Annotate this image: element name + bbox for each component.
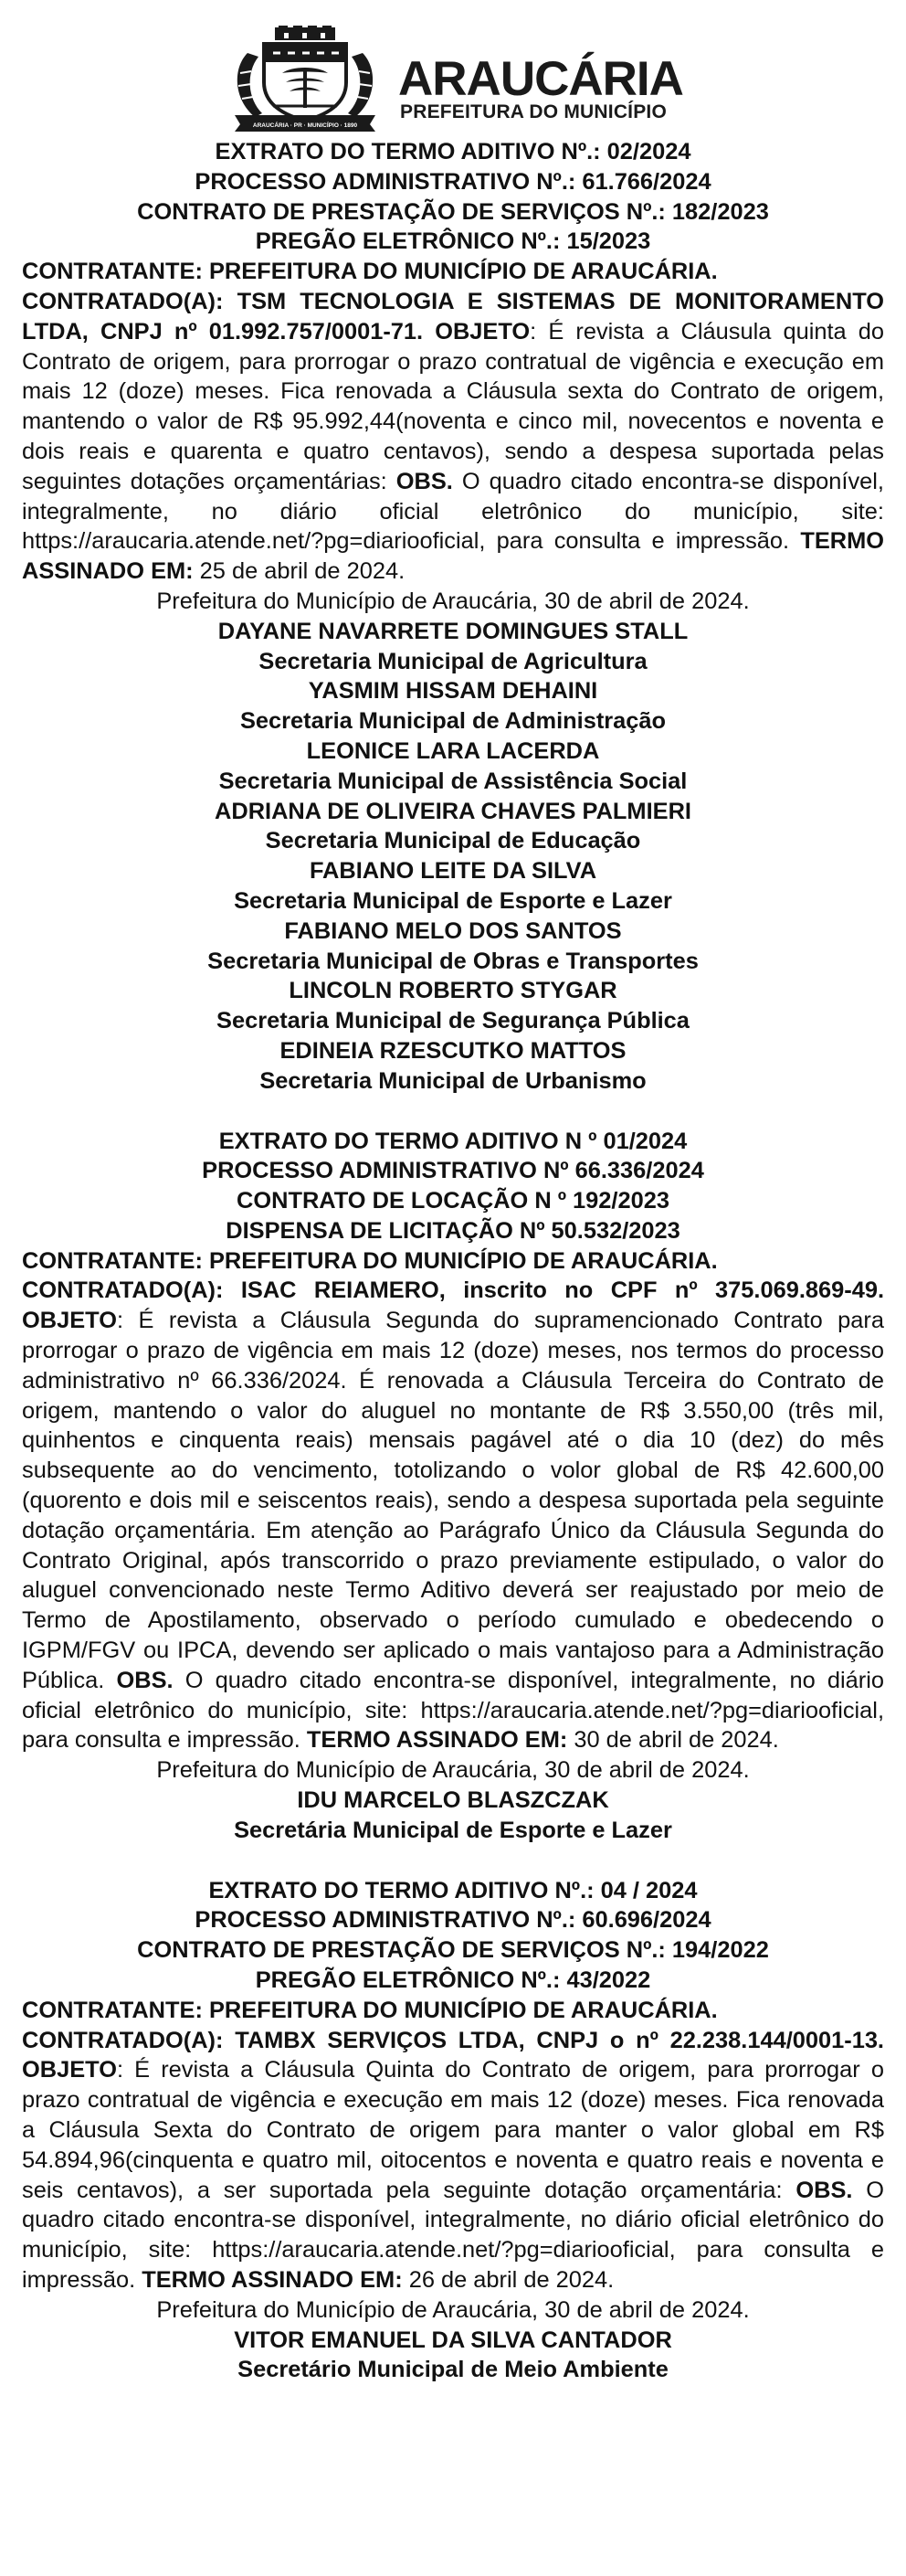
obs-label: OBS. <box>795 2177 853 2203</box>
signed-label: TERMO ASSINADO EM: <box>306 1727 568 1754</box>
obs-label: OBS. <box>395 468 453 494</box>
contract-number: CONTRATO DE PRESTAÇÃO DE SERVIÇOS Nº.: 194/2022 <box>137 1937 769 1964</box>
section-gap <box>22 1097 884 1127</box>
signatory-role: Secretaria Municipal de Segurança Pública <box>216 1008 690 1034</box>
signatory-name: FABIANO MELO DOS SANTOS <box>284 917 622 944</box>
obs-text: O quadro citado encontra-se disponível, integralmente, no diário oficial eletrônico do município, site: https://araucaria.atende.net/?pg=diariooficial, para consulta e impressão. <box>22 1667 884 1754</box>
signatory-name: IDU MARCELO BLASZCZAK <box>297 1787 609 1814</box>
extract-2 <box>22 1127 884 1846</box>
tender-number: PREGÃO ELETRÔNICO Nº.: 15/2023 <box>255 228 651 255</box>
signatory-list <box>22 617 884 1097</box>
signatory-role: Secretária Municipal de Esporte e Lazer <box>234 1817 672 1843</box>
contracted-party: CONTRATADO(A): ISAC REIAMERO, inscrito no CPF nº 375.069.869-49. OBJETO <box>22 1277 884 1334</box>
signatory-name: FABIANO LEITE DA SILVA <box>309 858 597 885</box>
extract-title: EXTRATO DO TERMO ADITIVO Nº.: 04 / 2024 <box>208 1877 698 1903</box>
obs-label: OBS. <box>116 1667 174 1693</box>
brand-block <box>398 52 683 122</box>
place-date: Prefeitura do Município de Araucária, 30 de abril de 2024. <box>156 2296 750 2323</box>
signatory-role: Secretaria Municipal de Obras e Transportes <box>207 948 699 974</box>
signed-label: TERMO ASSINADO EM: <box>142 2266 403 2293</box>
brand-subtitle: PREFEITURA DO MUNICÍPIO <box>400 101 667 122</box>
extract-body <box>22 287 884 587</box>
signatory-role: Secretaria Municipal de Esporte e Lazer <box>234 887 672 914</box>
signatory-name: EDINEIA RZESCUTKO MATTOS <box>279 1037 627 1064</box>
signatory-role: Secretaria Municipal de Urbanismo <box>259 1067 647 1094</box>
extract-title: EXTRATO DO TERMO ADITIVO Nº.: 02/2024 <box>215 139 691 164</box>
signatory-name: DAYANE NAVARRETE DOMINGUES STALL <box>217 618 689 644</box>
signatory-name: VITOR EMANUEL DA SILVA CANTADOR <box>234 2327 672 2353</box>
object-text: : É revista a Cláusula Segunda do supramencionado Contrato para prorrogar o prazo de vigência em mais 12 (doze) meses, nos termos do processo administrativo nº 66.336/2024. É renovada a Cláusula Terceira do Contrato de origem, mantendo o valor do aluguel no montante de R$ 3.550,00 (três mil, quinhentos e cinquenta reais) mensais pagável até o dia 10 (dez) do mês subsequente ao do vencimento, totolizando o volor global de R$ 42.600,00 (quorento e dois mil e seiscentos reais), sendo a despesa suportada pela seguinte dotação orçamentária. Em atenção ao Parágrafo Único da Cláusula Segunda do Contrato Original, após transcorrido o prazo previamente estipulado, o valor do aluguel convencionado neste Termo Aditivo deverá ser reajustado por meio de Termo de Apostilamento, observado o período cumulado e obedecendo o IGPM/FGV ou IPCA, devendo ser aplicado o mais vantajoso para a Administração Pública. <box>22 1308 884 1693</box>
contracting-party: CONTRATANTE: PREFEITURA DO MUNICÍPIO DE ARAUCÁRIA. <box>22 1247 718 1274</box>
obs-text: O quadro citado encontra-se disponível, integralmente, no diário oficial eletrônico do município, site: https://araucaria.atende.net/?pg=diariooficial, para consulta e impressão. <box>22 468 884 555</box>
object-text: : É revista a Cláusula quinta do Contrato de origem, para prorrogar o prazo contratual de vigência e execução em mais 12 (doze) meses. Fica renovada a Cláusula sexta do Contrato de origem, mantendo o valor de R$ 95.992,44(noventa e cinco mil, novecentos e noventa e dois reais e quarenta e quatro centavos), sendo a despesa suportada pelas seguintes dotações orçamentárias: <box>22 318 884 494</box>
signed-date: 25 de abril de 2024. <box>193 558 406 585</box>
brand-name: ARAUCÁRIA <box>398 52 683 106</box>
place-date: Prefeitura do Município de Araucária, 30 de abril de 2024. <box>156 1757 750 1784</box>
signatory-role: Secretaria Municipal de Assistência Social <box>218 768 688 794</box>
signatory-name: ADRIANA DE OLIVEIRA CHAVES PALMIERI <box>215 798 691 824</box>
tender-number: DISPENSA DE LICITAÇÃO Nº 50.532/2023 <box>226 1217 680 1244</box>
extract-body <box>22 1276 884 1755</box>
contracted-party: CONTRATADO(A): TSM TECNOLOGIA E SISTEMAS DE MONITORAMENTO LTDA, CNPJ nº 01.992.757/0001-71. OBJETO <box>22 288 884 345</box>
extract-title: EXTRATO DO TERMO ADITIVO N º 01/2024 <box>218 1128 688 1154</box>
process-number: PROCESSO ADMINISTRATIVO Nº.: 61.766/2024 <box>195 168 711 195</box>
contracting-party: CONTRATANTE: PREFEITURA DO MUNICÍPIO DE ARAUCÁRIA. <box>22 259 718 285</box>
object-text: : É revista a Cláusula Quinta do Contrato de origem, para prorrogar o prazo contratual de vigência e execução em mais 12 (doze) meses. Fica renovada a Cláusula Sexta do Contrato de origem para manter o valor global em R$ 54.894,96(cinquenta e quatro mil, oitocentos e noventa e quatro reais e noventa e seis centavos), a ser suportada pela seguinte dotação orçamentária: <box>22 2057 884 2203</box>
crest-motto: ARAUCÁRIA · PR · MUNICÍPIO · 1890 <box>252 122 358 129</box>
signatory-name: LEONICE LARA LACERDA <box>306 737 600 764</box>
signatory-role: Secretaria Municipal de Administração <box>239 708 667 735</box>
signatory-role: Secretaria Municipal de Agricultura <box>258 648 648 674</box>
place-date: Prefeitura do Município de Araucária, 30 de abril de 2024. <box>156 588 750 614</box>
contract-number: CONTRATO DE PRESTAÇÃO DE SERVIÇOS Nº.: 182/2023 <box>137 198 769 225</box>
municipal-coat-of-arms-icon <box>227 26 383 133</box>
signatory-role: Secretário Municipal de Meio Ambiente <box>237 2357 669 2383</box>
gazette-page <box>22 0 884 2385</box>
extract-body <box>22 2026 884 2295</box>
contract-number: CONTRATO DE LOCAÇÃO N º 192/2023 <box>237 1188 669 1214</box>
contracting-party: CONTRATANTE: PREFEITURA DO MUNICÍPIO DE ARAUCÁRIA. <box>22 1997 718 2023</box>
signatory-role: Secretaria Municipal de Educação <box>265 828 641 854</box>
process-number: PROCESSO ADMINISTRATIVO Nº.: 60.696/2024 <box>195 1907 711 1934</box>
signed-date: 26 de abril de 2024. <box>402 2266 615 2293</box>
obs-text: O quadro citado encontra-se disponível, integralmente, no diário oficial eletrônico do município, site: https://araucaria.atende.net/?pg=diariooficial, para consulta e impressão. <box>22 2177 884 2293</box>
extract-1 <box>22 137 884 1097</box>
tender-number: PREGÃO ELETRÔNICO Nº.: 43/2022 <box>255 1967 651 1994</box>
signatory-name: YASMIM HISSAM DEHAINI <box>308 678 598 705</box>
section-gap <box>22 1846 884 1876</box>
contracted-party: CONTRATADO(A): TAMBX SERVIÇOS LTDA, CNPJ o nº 22.238.144/0001-13. OBJETO <box>22 2027 884 2083</box>
signatory-name: LINCOLN ROBERTO STYGAR <box>289 978 617 1004</box>
process-number: PROCESSO ADMINISTRATIVO Nº 66.336/2024 <box>202 1158 704 1184</box>
masthead <box>22 0 884 137</box>
signed-label: TERMO ASSINADO EM: <box>22 528 884 585</box>
signed-date: 30 de abril de 2024. <box>567 1727 779 1754</box>
extract-3 <box>22 1876 884 2386</box>
